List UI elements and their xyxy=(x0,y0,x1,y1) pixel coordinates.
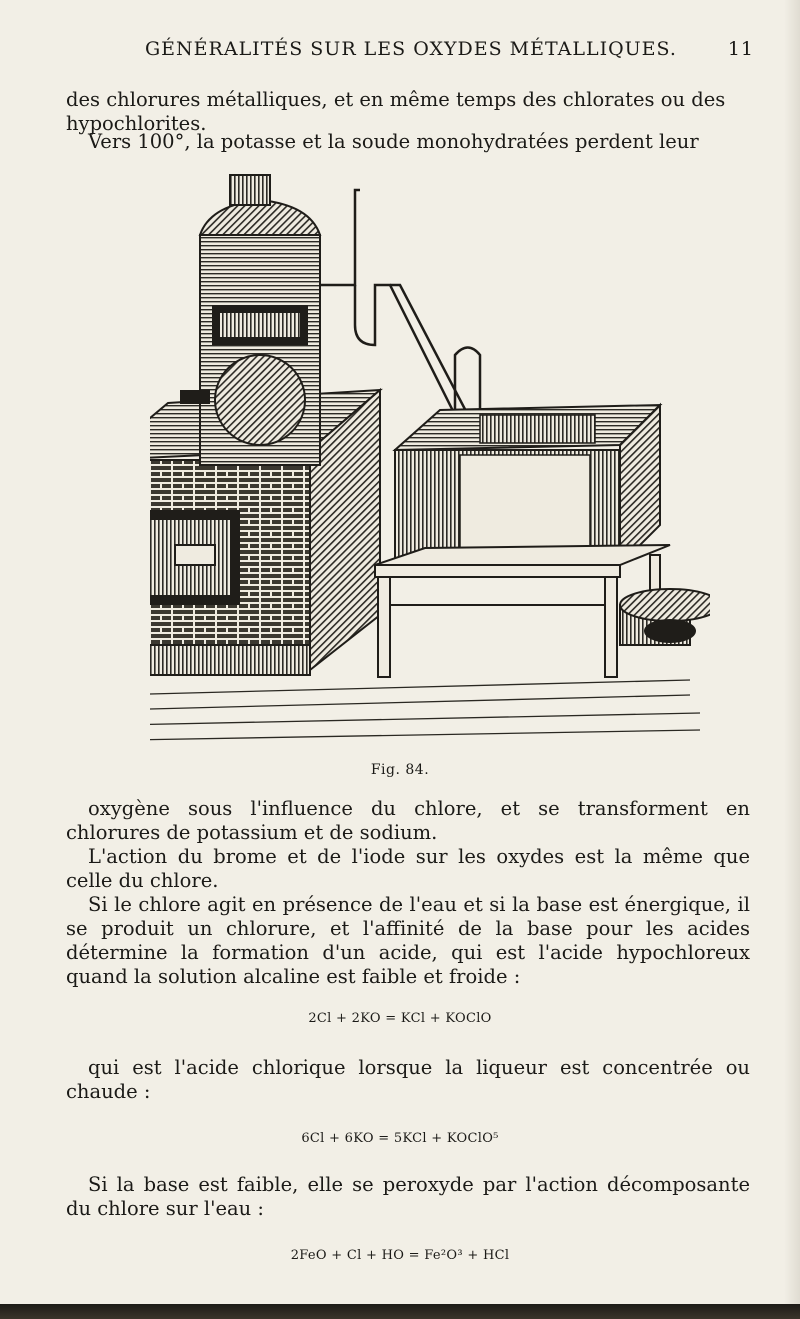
page-number: 11 xyxy=(727,38,754,60)
text-block-7 xyxy=(66,1173,750,1221)
text-block-top xyxy=(66,88,750,154)
paragraph-3: oxygène sous l'influence du chlore, et se transforment en chlorures de potassium et de sodium. xyxy=(66,797,750,844)
figure-caption: Fig. 84. xyxy=(370,762,430,778)
basin xyxy=(620,589,710,645)
paragraph-1: des chlorures métalliques, et en même temps des chlorates ou des hypochlorites. xyxy=(66,88,726,135)
text-block-bottom xyxy=(66,797,750,989)
running-header xyxy=(145,38,760,68)
formula-1: 2Cl + 2KO = KCl + KOClO xyxy=(308,1011,492,1026)
paragraph-6: qui est l'acide chlorique lorsque la liqueur est concentrée ou chaude : xyxy=(66,1056,750,1103)
bottom-edge xyxy=(0,1304,800,1319)
page-edge-shadow xyxy=(784,0,800,1319)
formula-3: 2FeO + Cl + HO = Fe²O³ + HCl xyxy=(290,1248,510,1263)
paragraph-5: Si le chlore agit en présence de l'eau et si la base est énergique, il se produit un chlorure, et l'affinité de la base pour les acides détermine la formation d'un acide, qui est l'acide hypochloreux quand la solution alcaline est faible et froide : xyxy=(66,893,750,988)
floor-lines xyxy=(150,680,700,740)
absorption-vessel xyxy=(395,405,660,565)
paragraph-2: Vers 100°, la potasse et la soude monohydratées perdent leur xyxy=(88,130,699,153)
running-title: GÉNÉRALITÉS SUR LES OXYDES MÉTALLIQUES. xyxy=(145,38,677,60)
paragraph-4: L'action du brome et de l'iode sur les oxydes est la même que celle du chlore. xyxy=(66,845,750,892)
text-block-6 xyxy=(66,1056,750,1104)
figure-84-apparatus xyxy=(150,165,710,755)
retort-vessel xyxy=(180,175,320,465)
formula-2: 6Cl + 6KO = 5KCl + KOClO⁵ xyxy=(301,1131,499,1146)
paragraph-7: Si la base est faible, elle se peroxyde par l'action décomposante du chlore sur l'eau : xyxy=(66,1173,750,1220)
